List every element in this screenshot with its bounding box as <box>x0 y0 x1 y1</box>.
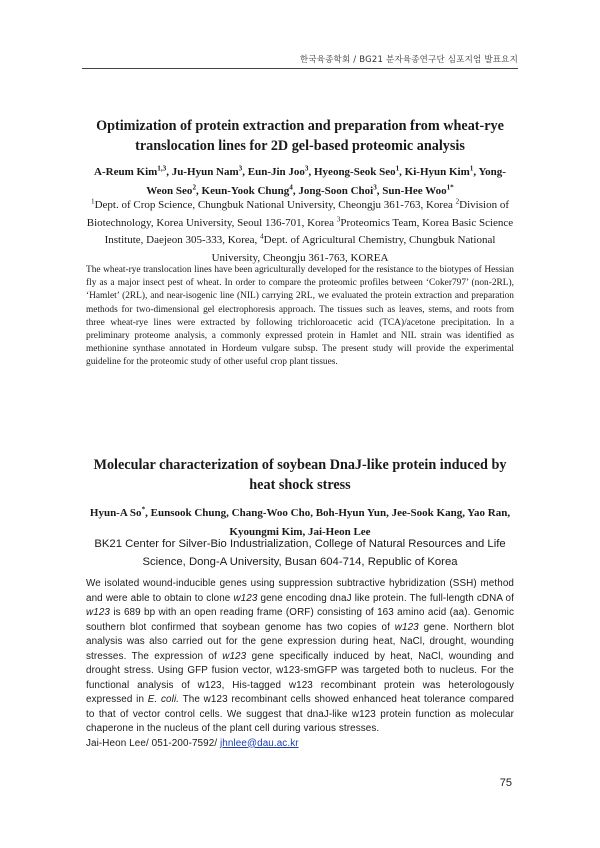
author-name: Hyeong-Seok Seo <box>314 166 396 178</box>
author-separator: , <box>399 166 405 178</box>
organism-name: E. coli. <box>147 694 180 705</box>
author-names: , Eunsook Chung, Chang-Woo Cho, Boh-Hyun Yun, Jee-Sook Kang, Yao Ran, <box>145 507 511 519</box>
author-name: Keun-Yook Chung <box>201 185 290 197</box>
paper2-affiliation-line2: Science, Dong-A University, Busan 604-714, Republic of Korea <box>142 556 458 568</box>
author-sup: 1,3 <box>157 164 167 173</box>
affiliation-sup: 4 <box>260 232 264 241</box>
author-sup: 2 <box>192 183 197 192</box>
author-separator: , <box>308 166 314 178</box>
affiliation-sup: 3 <box>336 214 341 223</box>
author-separator: , <box>473 166 479 178</box>
gene-name: w123 <box>222 650 247 662</box>
author-sup: 4 <box>289 183 293 192</box>
affiliation-sup: 1 <box>91 197 95 206</box>
contact-email-link[interactable]: jhnlee@dau.ac.kr <box>220 737 299 749</box>
affiliation-text: Dept. of Crop Science, Chungbuk National University, Cheongju 361-763, Korea <box>94 199 456 211</box>
author-name: Yong-Weon Seo <box>146 166 506 197</box>
author-sup: 1 <box>395 164 400 173</box>
author-separator: , <box>166 166 172 178</box>
author-separator: , <box>376 185 383 197</box>
author-separator: , <box>292 185 299 197</box>
paper2-title-line1: Molecular characterization of soybean DnaJ-like protein induced by <box>93 457 507 473</box>
paper1-title-line2: translocation lines for 2D gel-based proteomic analysis <box>135 138 465 154</box>
author-name: Ki-Hyun Kim <box>404 166 470 178</box>
gene-name: w123 <box>233 592 258 604</box>
paper2-authors-line1 <box>82 504 518 523</box>
paper1-title-line1: Optimization of protein extraction and preparation from wheat-rye <box>96 118 504 134</box>
author-sup: 3 <box>304 164 309 173</box>
running-header: 한국육종학회 / BG21 분자육종연구단 심포지엄 발표요지 <box>299 55 518 65</box>
page-number: 75 <box>499 777 512 789</box>
author-sup: 3 <box>238 164 243 173</box>
paper2-abstract <box>86 577 514 751</box>
gene-name: w123 <box>86 607 111 618</box>
gene-name: w123 <box>394 621 419 633</box>
header-rule <box>82 68 518 69</box>
author-name: Ju-Hyun Nam <box>171 166 239 178</box>
paper2-title-line2: heat shock stress <box>249 477 351 493</box>
author-name: Hyun-A So <box>89 507 142 519</box>
paper1-authors <box>82 163 518 201</box>
abstract-text: is 689 bp with an open reading frame (ORF) consisting of 163 amino acid (aa). Genomic southern blot confirmed that soybean genome has two copies of <box>86 607 514 633</box>
paper2-affiliation <box>82 535 518 571</box>
contact-info: Jai-Heon Lee/ 051-200-7592/ <box>86 737 221 749</box>
affiliation-text: Division of Biotechnology, Korea University, Seoul 136-701, Korea <box>86 199 509 229</box>
author-name: Jong-Soon Choi <box>298 185 374 197</box>
affiliation-text: Proteomics Team, Korea Basic Science Institute, Daejeon 305-333, Korea, <box>104 216 514 246</box>
author-separator: , <box>196 185 202 197</box>
paper2-authors-line2: Kyoungmi Kim, Jai-Heon Lee <box>229 526 371 538</box>
author-sup: * <box>141 505 146 514</box>
abstract-text: gene. Northern blot analysis was also carried out for the gene expression during heat, NaCl, drought, wounding stresses. The expression of <box>86 621 514 662</box>
author-name: Sun-Hee Woo <box>382 185 447 197</box>
affiliation-text: Dept. of Agricultural Chemistry, Chungbuk National University, Cheongju 361-763, KOREA <box>211 234 496 264</box>
author-sup: 3 <box>373 183 377 192</box>
abstract-text: gene specifically induced by heat, NaCl, wounding and drought stress. Using GFP fusion vector, w123-smGFP was targeted both to nucleus. For the functional analysis of w123, His-tagged w123 recombinant protein was heterologously expressed in <box>86 650 514 705</box>
affiliation-sup: 2 <box>455 197 460 206</box>
paper1-affiliations <box>82 197 518 267</box>
abstract-text: gene encoding dnaJ like protein. The full-length cDNA of <box>257 592 514 604</box>
author-sup: 1* <box>446 183 454 192</box>
author-name: Eun-Jin Joo <box>247 166 305 178</box>
paper1-title <box>82 116 518 156</box>
abstract-text: The w123 recombinant cells showed enhanced heat tolerance compared to that of vector control cells. We suggest that dnaJ-like w123 protein function as molecular chaperone in the nucleus of the plant cell during various stresses. <box>86 694 515 734</box>
paper1-abstract: The wheat-rye translocation lines have been agriculturally developed for the resistance to the biotypes of Hessian fly as a major insect pest of wheat. In order to compare the proteomic profiles between ‘Coker797’ (non-2RL), ‘Hamlet’ (2RL), and near-isogenic line (NIL) carrying 2RL, we evaluated the protein extraction and preparation methods for two-dimensional gel electrophoresis approach. The tissues such as leaves, stems, and roots from three wheat-rye lines were extracted by following trichloroacetic acid (TCA)/acetone precipitation. In a preliminary proteome analysis, a commonly expressed protein in Hamlet and NIL strain was identified as methionine synthase annotated in Hordeum vulgare subsp. The present study will provide the experimental guideline for the proteomic study of other useful crop plant tissues. <box>86 265 514 368</box>
abstract-text: We isolated wound-inducible genes using suppression subtractive hybridization (SSH) method and were able to obtain to clone <box>86 578 514 604</box>
paper2-affiliation-line1: BK21 Center for Silver-Bio Industrialization, College of Natural Resources and Life <box>94 538 506 550</box>
author-sup: 1 <box>469 164 474 173</box>
author-separator: , <box>242 166 248 178</box>
paper2-title <box>82 455 518 495</box>
author-name: A-Reum Kim <box>94 166 158 178</box>
